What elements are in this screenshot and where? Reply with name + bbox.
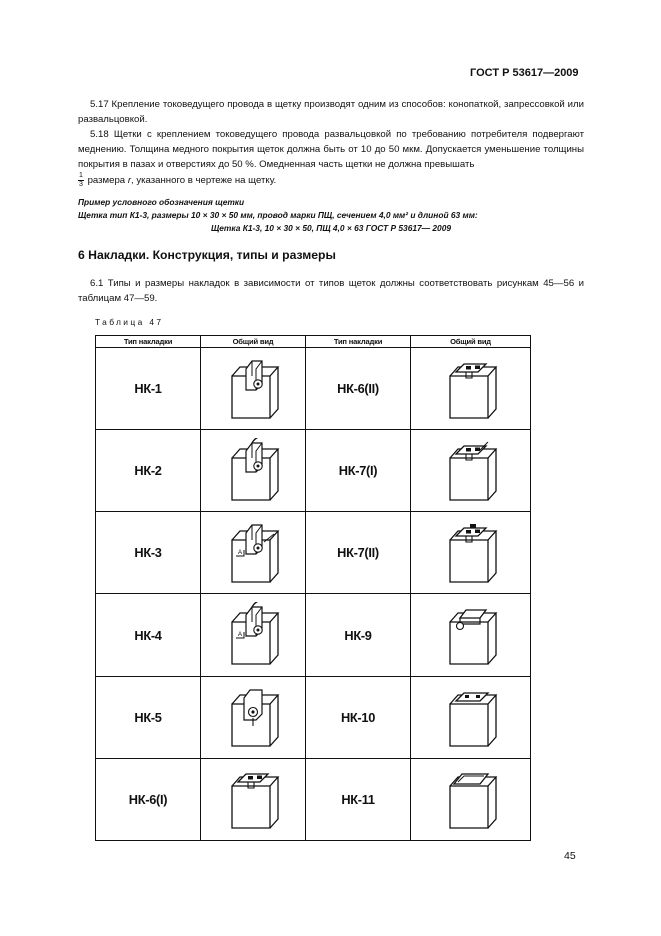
page-number: 45 <box>564 850 576 862</box>
example-line-2: Щетка К1-3, 10 × 30 × 50, ПЩ 4,0 × 63 ГОСТ Р 53617— 2009 <box>210 223 452 233</box>
table-row <box>96 758 531 840</box>
type-cell: НК-7(II) <box>306 512 411 594</box>
type-cell: НК-5 <box>96 676 201 758</box>
table-header-row <box>96 336 531 348</box>
one-third-fraction: $\frac{1}{3}$ <box>79 172 83 188</box>
paragraph-5-17: 5.17 Крепление токоведущего провода в щетку производят одним из способов: конопаткой, запрессовкой или развальцовкой. <box>78 99 584 125</box>
view-cell <box>201 348 306 430</box>
column-header-view: Общий вид <box>411 336 531 348</box>
view-cell <box>201 676 306 758</box>
brush-nk7-i-icon <box>436 438 506 504</box>
column-header-type: Тип накладки <box>96 336 201 348</box>
table-row <box>96 430 531 512</box>
section-5-text <box>78 97 584 189</box>
paragraph-5-18-tail: $\frac{1}{3}$ размера r, указанного в чертеже на щетку. <box>79 172 277 188</box>
view-cell <box>411 430 531 512</box>
type-cell: НК-6(II) <box>306 348 411 430</box>
view-cell <box>411 512 531 594</box>
column-header-type: Тип накладки <box>306 336 411 348</box>
brush-nk3-icon <box>218 520 288 586</box>
table-row <box>96 676 531 758</box>
type-cell: НК-1 <box>96 348 201 430</box>
paragraph-6-1: 6.1 Типы и размеры накладок в зависимости от типов щеток должны соответствовать рисункам 45—56 и таблицам 47—59. <box>78 278 584 304</box>
brush-nk10-icon <box>436 684 506 750</box>
view-cell <box>201 594 306 676</box>
table-47 <box>95 335 531 841</box>
brush-nk1-icon <box>218 356 288 422</box>
brush-nk6-i-icon <box>218 766 288 832</box>
type-cell: НК-11 <box>306 758 411 840</box>
view-cell <box>201 430 306 512</box>
view-cell <box>201 512 306 594</box>
view-cell <box>411 594 531 676</box>
designation-example <box>78 196 584 235</box>
table-row <box>96 594 531 676</box>
column-header-view: Общий вид <box>201 336 306 348</box>
table-row <box>96 512 531 594</box>
type-cell: НК-3 <box>96 512 201 594</box>
brush-nk11-icon <box>436 766 506 832</box>
type-cell: НК-4 <box>96 594 201 676</box>
brush-nk2-icon <box>218 438 288 504</box>
svg-text:A: A <box>238 632 243 639</box>
view-cell <box>411 758 531 840</box>
svg-text:A: A <box>238 549 243 556</box>
section-6-heading: 6 Накладки. Конструкция, типы и размеры <box>78 248 336 262</box>
type-cell: НК-7(I) <box>306 430 411 512</box>
brush-nk7-ii-icon <box>436 520 506 586</box>
view-cell <box>411 676 531 758</box>
view-cell <box>411 348 531 430</box>
brush-nk6-ii-icon <box>436 356 506 422</box>
brush-nk4-icon <box>218 602 288 668</box>
brush-nk9-icon <box>436 602 506 668</box>
view-cell <box>201 758 306 840</box>
table-caption: Таблица 47 <box>95 317 164 327</box>
type-cell: НК-6(I) <box>96 758 201 840</box>
type-cell: НК-10 <box>306 676 411 758</box>
brush-nk5-icon <box>218 684 288 750</box>
table-row <box>96 348 531 430</box>
example-line-1: Щетка тип К1-3, размеры 10 × 30 × 50 мм, провод марки ПЩ, сечением 4,0 мм² и длиной 63 мм: <box>78 210 478 220</box>
standard-designation: ГОСТ Р 53617—2009 <box>470 67 579 79</box>
example-title: Пример условного обозначения щетки <box>78 197 245 207</box>
type-cell: НК-2 <box>96 430 201 512</box>
paragraph-5-18: 5.18 Щетки с креплением токоведущего провода развальцовкой по требованию потребителя подвергают меднению. Толщина медного покрытия щеток должна быть от 10 до 50 мкм. Допускается уменьшение толщины покрытия в пазах и отверстиях до 50 %. Омедненная часть щетки не должна превышать <box>78 129 584 170</box>
type-cell: НК-9 <box>306 594 411 676</box>
